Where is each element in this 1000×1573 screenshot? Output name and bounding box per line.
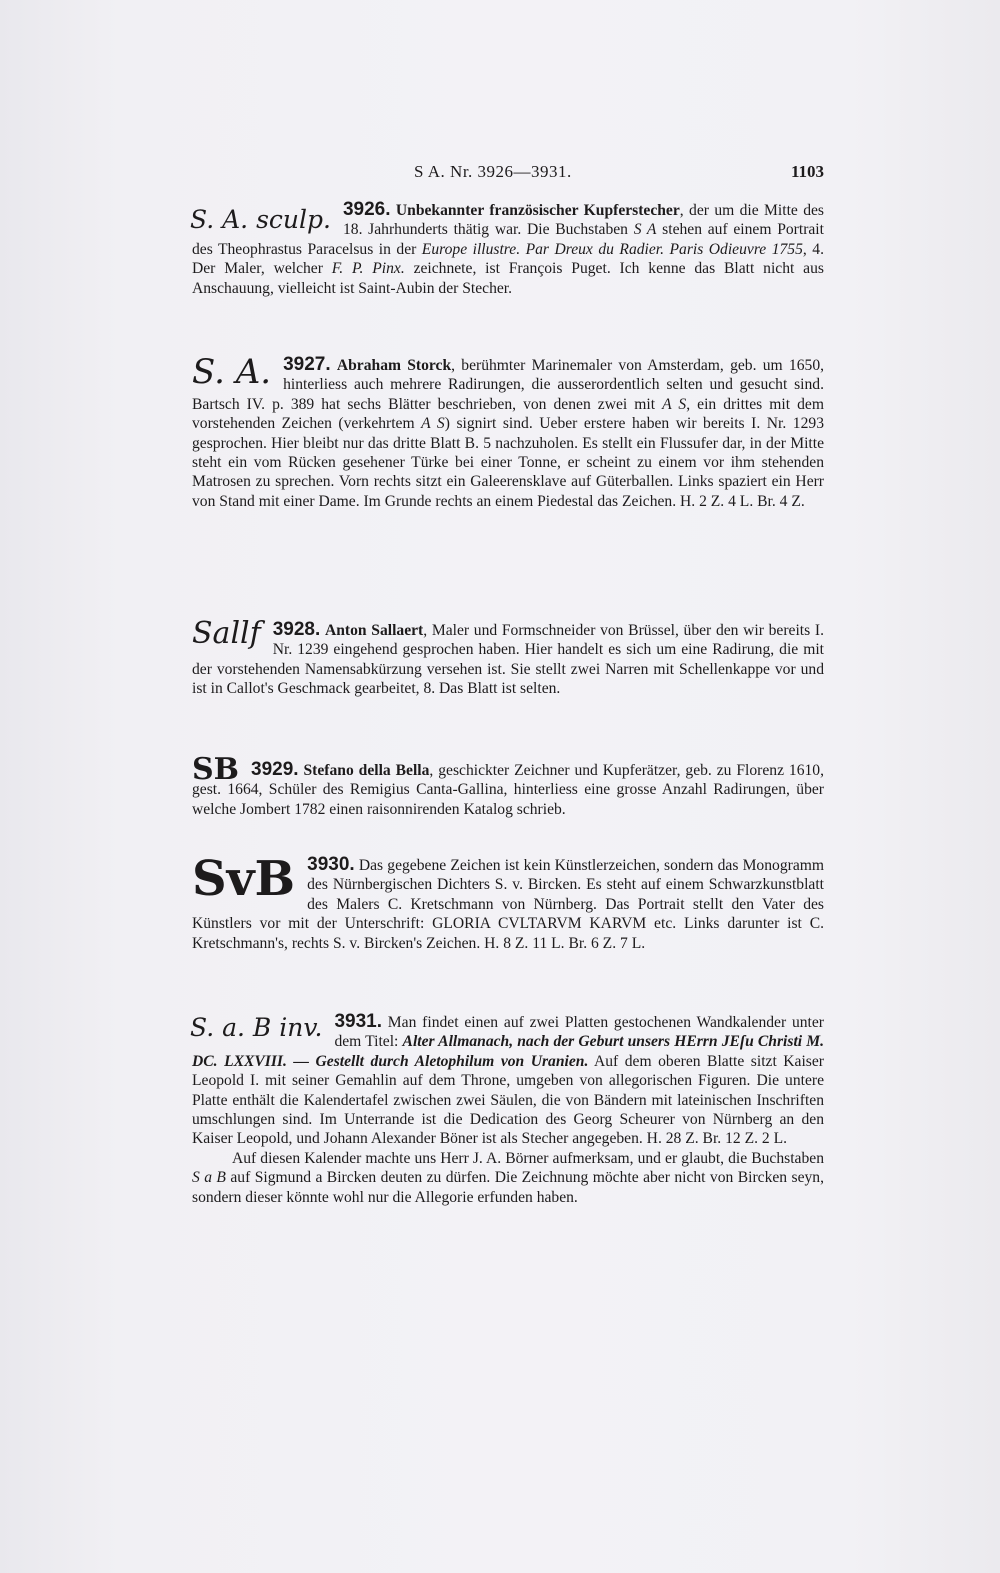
entry-text: , 4. Der Maler, welcher — [192, 240, 824, 278]
entry-number: 3930. — [307, 854, 355, 875]
entry-text: Das gegebene Zeichen ist kein Künstlerzeichen, sondern das Monogramm des Nürnbergischen Dichters S. v. Bircken. Es steht auf einem Schwarzkunstblatt des Malers C. Kretschmann von Nürnberg. Das Portrait stellt den Vater des Künstlers vor mit der Unterschrift: GLORIA CVLTARVM KARVM etc. Links darunter ist C. Kretschmann's, rechts S. v. Bircken's Zeichen. H. 8 Z. 11 L. Br. 6 Z. 7 L. — [192, 857, 824, 952]
entry-number: 3929. — [251, 759, 299, 780]
entry-3929 — [192, 752, 824, 819]
artist-name: Anton Sallaert — [324, 622, 424, 639]
artist-name: Unbekannter französischer Kupferstecher — [395, 202, 680, 219]
artist-mark: S. A. — [192, 352, 272, 392]
artist-mark: SB — [192, 752, 240, 787]
entry-text: , ein drittes mit dem vorstehenden Zeichen (verkehrtem — [192, 395, 824, 433]
entry-text: stehen auf einem Portrait des Theophrastus Paracelsus in der — [192, 221, 824, 258]
entry-3931 — [192, 1012, 824, 1207]
entry-number: 3931. — [334, 1011, 382, 1032]
entry-3927 — [192, 352, 825, 511]
artist-mark: SvB — [192, 851, 296, 907]
artist-mark: S. a. B inv. — [190, 1013, 323, 1042]
entry-3926 — [192, 200, 824, 298]
page-number: 1103 — [790, 162, 824, 181]
entry-text: Auf diesen Kalender machte uns Herr J. A. Börner aufmerksam, und er glaubt, die Buchstaben — [232, 1149, 824, 1167]
entry-text: ) signirt sind. Ueber erstere haben wir bereits I. Nr. 1293 gesprochen. Hier bleibt nur das dritte Blatt B. 5 nachzuholen. Es stellt ein Flussufer dar, in der Mitte steht ein vom Rücken gesehener Türke bei einer Tonne, er scheint zu einem vor ihm stehenden Matrosen zu sprechen. Vorn rechts sitzt ein Galeerensklave auf Güterballen. Links spaziert ein Herr von Stand mit einer Dame. Im Grunde rechts an einem Piedestal das Zeichen. H. 2 Z. 4 L. Br. 4 Z. — [192, 415, 824, 510]
artist-name: Stefano della Bella — [303, 762, 430, 779]
entry-text: , berühmter Marinemaler von Amsterdam, geb. um 1650, hinterliess auch mehrere Radirungen, die ausserordentlich selten und gesucht sind. Bartsch IV. p. 389 hat sechs Blätter beschrieben, von denen zwei mit — [192, 357, 825, 413]
artist-mark: S. A. sculp. — [190, 205, 331, 234]
entry-number: 3926. — [342, 199, 391, 220]
entry-italic: S A — [633, 221, 657, 239]
entry-italic: A S — [662, 395, 687, 413]
entry-italic: S a B — [192, 1169, 226, 1187]
running-head: S A. Nr. 3926—3931. — [414, 162, 572, 181]
entry-italic: Alter Allmanach, nach der Geburt unsers HErrn JEſu Christi M. DC. LXXVIII. — Gestellt durch Aletophilum von Uranien. — [192, 1033, 825, 1070]
entry-text: auf Sigmund a Bircken deuten zu dürfen. Die Zeichnung möchte aber nicht von Bircken seyn, sondern dieser könnte wohl nur die Allegorie erfunden haben. — [192, 1169, 825, 1206]
artist-mark: Sallf — [192, 616, 261, 651]
entry-number: 3927. — [283, 354, 331, 375]
entry-italic: A S — [421, 415, 445, 433]
entry-text: , geschickter Zeichner und Kupferätzer, geb. zu Florenz 1610, gest. 1664, Schüler des Remigius Canta-Gallina, hinterliess eine grosse Anzahl Radirungen, über welche Jombert 1782 einen raisonnirenden Katalog schrieb. — [192, 762, 824, 818]
entry-text: Man findet einen auf zwei Platten gestochenen Wandkalender unter dem Titel: — [334, 1014, 824, 1051]
entry-text: , Maler und Formschneider von Brüssel, über den wir bereits I. Nr. 1239 eingehend gesprochen haben. Hier handelt es sich um eine Radirung, die mit der vorstehenden Namensabkürzung versehen ist. Sie stellt zwei Narren mit Schellenkappe vor und ist in Callot's Geschmack gearbeitet, 8. Das Blatt ist selten. — [192, 622, 824, 698]
entry-3928 — [192, 616, 824, 699]
entry-text: Auf dem oberen Blatte sitzt Kaiser Leopold I. mit seiner Gemahlin auf dem Throne, umgeben von allegorischen Figuren. Die untere Platte enthält die Kalendertafel zwischen zwei Säulen, die von Bändern mit lateinischen Inschriften umschlungen sind. Im Unterrande ist die Dedication des Georg Scheurer von Nürnberg an den Kaiser Leopold, und Johann Alexander Böner ist als Stecher angegeben. H. 28 Z. Br. 12 Z. 2 L. — [192, 1052, 824, 1148]
entry-number: 3928. — [272, 619, 321, 640]
entry-italic: F. P. Pinx. — [331, 260, 405, 278]
page-header — [192, 162, 824, 186]
entry-text: , der um die Mitte des 18. Jahrhunderts thätig war. Die Buchstaben — [342, 202, 824, 239]
entry-text: zeichnete, ist François Puget. Ich kenne das Blatt nicht aus Anschauung, vielleicht ist Saint-Aubin der Stecher. — [192, 260, 824, 297]
entry-3930 — [192, 851, 824, 953]
artist-name: Abraham Storck — [336, 357, 452, 374]
entry-italic: Europe illustre. Par Dreux du Radier. Paris Odieuvre 1755 — [421, 240, 803, 258]
